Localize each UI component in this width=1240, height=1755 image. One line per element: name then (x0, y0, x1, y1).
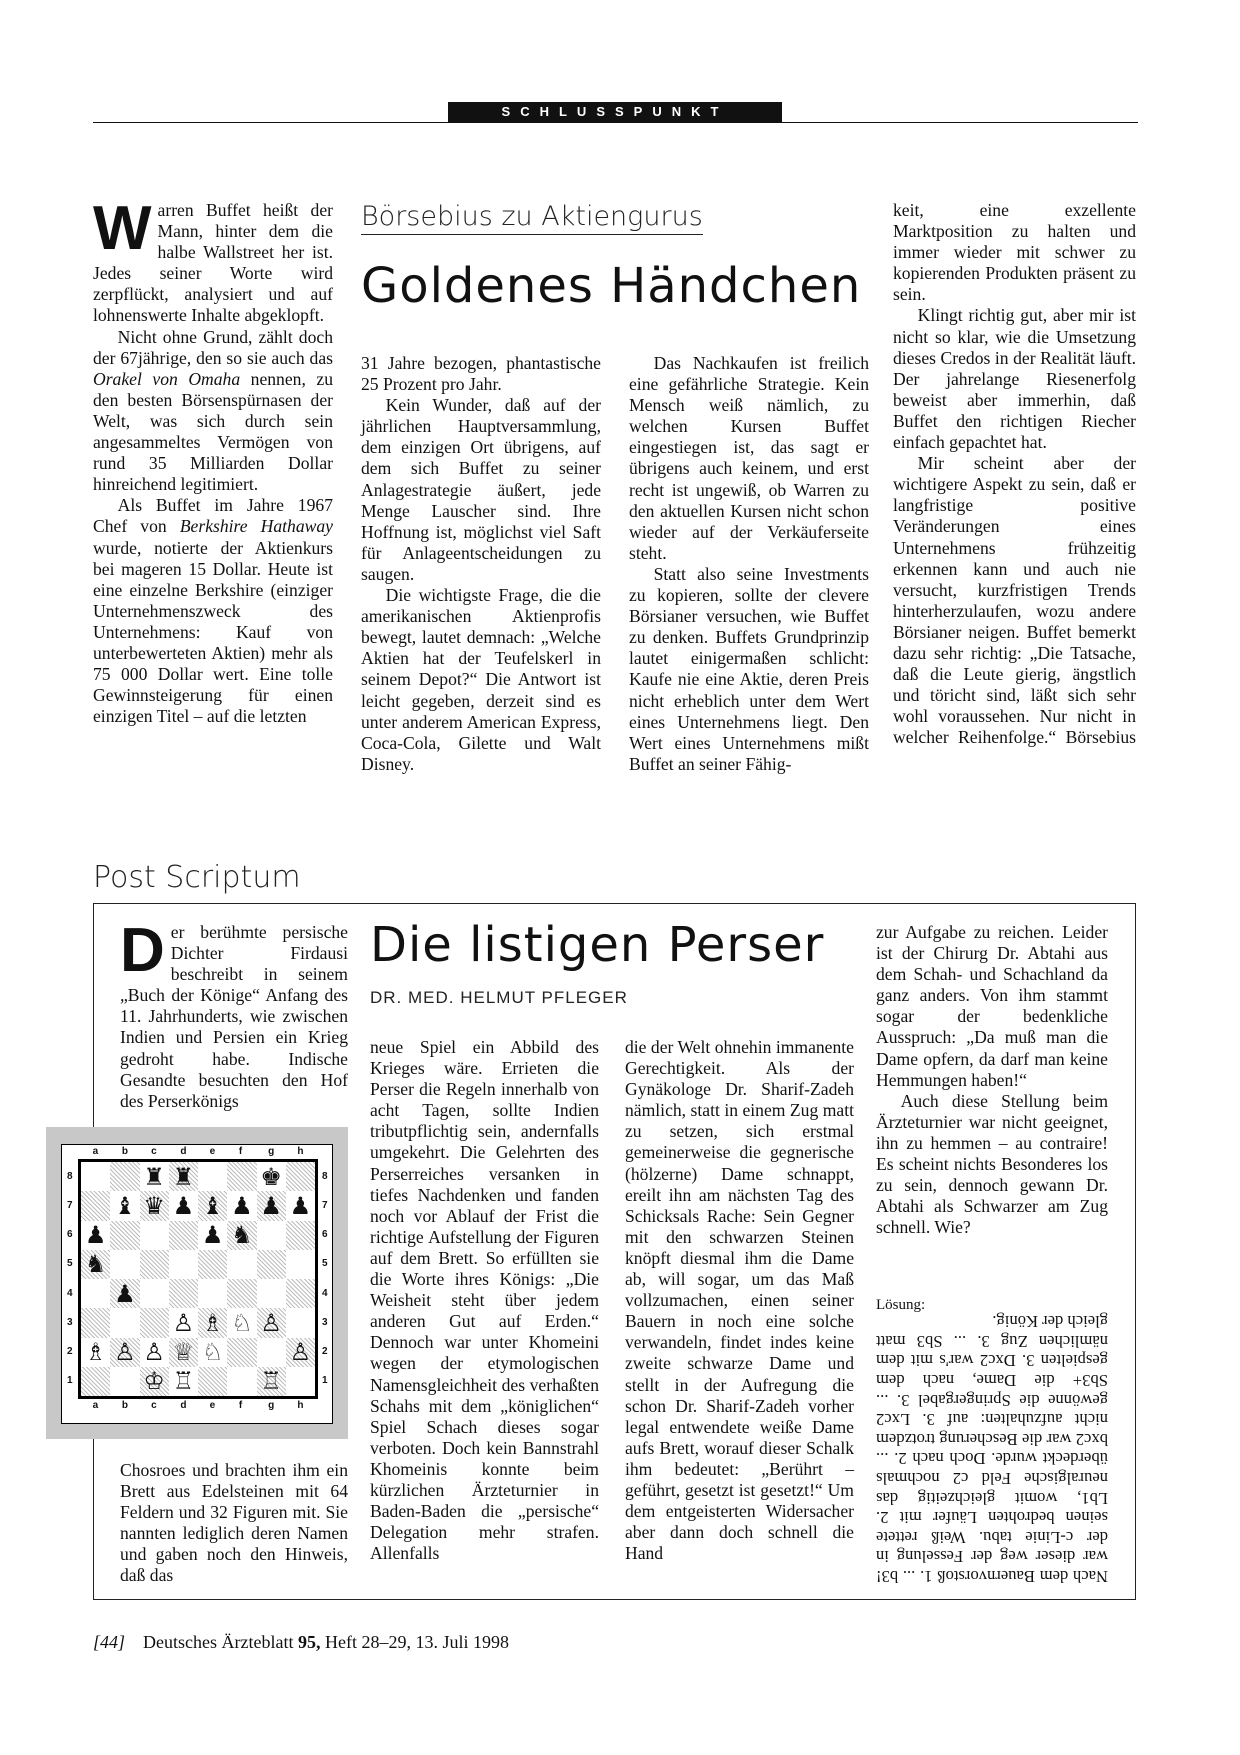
chess-piece: ♖ (172, 1367, 195, 1396)
file-label: g (268, 1400, 275, 1411)
square-e6 (198, 1221, 227, 1250)
square-d6 (169, 1221, 198, 1250)
square-d1 (169, 1367, 198, 1396)
paragraph: Statt also seine Investments zu kopieren, sollte der clevere Börsianer versuchen, wie Buffet zu denken. Buffets Grundprinzip lautet einigermaßen schlicht: Kaufe nie eine Aktie, deren Preis nicht erheblich unter dem Wert eines Unternehmens liegt. Den Wert eines Unternehmens mißt Buffet an seiner Fähig- (629, 563, 869, 774)
square-e2 (198, 1338, 227, 1367)
file-label: b (121, 1146, 128, 1157)
paragraph: neue Spiel ein Abbild des Krieges wäre. Errieten die Perser die Regeln innerhalb von acht Tagen, sollte Indien tributpflichtig sein, andernfalls umgekehrt. Die Gelehrten des Perserreiches versanken in tiefes Nachdenken und fanden noch vor Ablauf der Frist die richtige Aufstellung der Figuren auf dem Brett. So erfüllten sie die Worte ihres Königs: „Die Weisheit steht über jedem anderen Gut auf Erden.“ Dennoch war unter Khomeini wegen der etymologischen Namensgleichheit des verhaßten Schahs mit dem „königlichen“ Spiel Schach dieses sogar verboten. Doch kein Bannstrahl Khomeinis konnte beim kürzlichen Ärzteturnier in Baden-Baden die „persische“ Delegation mehr strafen. Allenfalls (370, 1037, 599, 1564)
square-e3 (198, 1308, 227, 1337)
square-c6 (140, 1221, 169, 1250)
chess-piece: ♙ (260, 1308, 282, 1337)
square-f6 (227, 1221, 256, 1250)
chess-piece: ♝ (114, 1191, 136, 1220)
chess-piece: ♙ (143, 1338, 165, 1367)
chess-piece: ♘ (201, 1338, 224, 1367)
chess-piece: ♘ (231, 1308, 253, 1337)
chess-piece: ♕ (172, 1338, 195, 1367)
paragraph: Das Nachkaufen ist freilich eine gefährliche Strategie. Kein Mensch weiß nämlich, zu welchen Kursen Buffet eingestiegen ist, das sagt er übrigens auch keinem, und erst recht ist ungewiß, ob Warren zu den aktuellen Kursen nicht schon wieder auf der Verkäuferseite steht. (629, 353, 869, 563)
rank-label: 4 (67, 1287, 73, 1299)
paragraph: er berühmte persische Dichter Firdausi beschreibt in seinem „Buch der Könige“ Anfang des 11. Jahrhunderts, wie zwischen Indien und Persien ein Krieg gedroht habe. Indische Gesandte besuchten den Hof des Perserkönigs (120, 922, 348, 1111)
rank-label: 8 (67, 1170, 73, 1182)
paragraph: wurde, notierte der Aktienkurs bei mageren 15 Dollar. Heute ist eine einzelne Berkshire (einziger Unternehmenszweck des Unternehmens: Kauf von unterbewerteten Aktien) mehr als 75 000 Dollar wert. Eine tolle Gewinnsteigerung für einen einzigen Titel – auf die letzten (93, 537, 333, 727)
square-a1 (81, 1367, 110, 1396)
paragraph: keit, eine exzellente Marktposition zu halten und immer wieder mit schwer zu kopierenden Produkten präsent zu sein. (893, 200, 1136, 305)
file-label: e (209, 1146, 216, 1157)
file-label: h (297, 1400, 304, 1411)
article2-column-4 (876, 922, 1108, 1238)
solution-text: Nach dem Bauernvorstoß 1. ... b3! war dieser weg der Fesselung in der c-Linie tabu. Weiß rettete seinen bedrohten Läufer mit 2. Lb1, womit gleichzeitig das neuralgische Feld c2 nochmals überdeckt wurde. Doch nach 2. ... bxc2 war die Bescherung trotzdem nicht aufzuhalten: auf 3. Lxc2 gewönne die Springergabel 3. ... Sb3+ die Dame, nach dem gespielten 3. Dxc2 war's mit dem nämlichen Zug 3. ... Sb3 matt gleich der König. (876, 1312, 1108, 1586)
author-signature: Börsebius (1065, 727, 1136, 748)
paragraph: Die wichtigste Frage, die die amerikanischen Aktienprofis bewegt, lautet demnach: „Welche Aktien hat der Teufelskerl in seinem Depot?“ Die Antwort ist leicht gegeben, derzeit sind es unter anderem American Express, Coca-Cola, Gilette und Walt Disney. (361, 585, 601, 774)
square-g2 (257, 1338, 286, 1367)
article1-kicker: Börsebius zu Aktiengurus (361, 201, 703, 235)
square-b1 (110, 1367, 139, 1396)
square-c5 (140, 1250, 169, 1279)
square-g4 (257, 1279, 286, 1308)
file-label: d (180, 1400, 187, 1411)
rank-label: 7 (322, 1199, 328, 1211)
chess-piece: ♞ (231, 1221, 253, 1250)
author-byline: DR. MED. HELMUT PFLEGER (370, 988, 628, 1007)
rank-label: 6 (67, 1229, 73, 1241)
rank-label: 4 (322, 1287, 328, 1299)
square-h2 (286, 1338, 315, 1367)
chessboard-frame (61, 1144, 333, 1424)
file-label: c (151, 1146, 157, 1157)
rank-label: 2 (322, 1346, 328, 1358)
file-label: f (238, 1400, 243, 1411)
header-rule (93, 122, 1138, 123)
chess-piece: ♝ (201, 1191, 224, 1220)
volume-number: 95, (297, 1632, 321, 1652)
square-c8 (140, 1162, 169, 1191)
article2-column-1-continued (120, 1460, 348, 1587)
square-e5 (198, 1250, 227, 1279)
paragraph: arren Buffet heißt der Mann, hinter dem die halbe Wallstreet her ist. Jedes seiner Worte wird zerpflückt, analysiert und auf lohnenswerte Inhalte abgeklopft. (93, 200, 333, 326)
square-h4 (286, 1279, 315, 1308)
rank-label: 6 (322, 1229, 328, 1241)
dropcap: D (120, 916, 165, 985)
chess-piece: ♟ (84, 1221, 107, 1250)
square-g6 (257, 1221, 286, 1250)
square-h3 (286, 1308, 315, 1337)
square-a4 (81, 1279, 110, 1308)
file-label: e (209, 1400, 216, 1411)
file-label: g (268, 1146, 275, 1157)
solution-upside-down (876, 1312, 1108, 1586)
chessboard (78, 1159, 318, 1399)
chess-piece: ♔ (143, 1367, 165, 1396)
square-b7 (110, 1191, 139, 1220)
square-h5 (286, 1250, 315, 1279)
chess-piece: ♚ (260, 1162, 282, 1191)
article1-column-4 (893, 200, 1136, 748)
square-c7 (140, 1191, 169, 1220)
article1-column-3 (629, 353, 869, 775)
file-label: c (151, 1400, 157, 1411)
section-label: SCHLUSSPUNKT (448, 102, 782, 122)
article2-headline: Die listigen Perser (370, 917, 825, 973)
rank-label: 7 (67, 1199, 73, 1211)
square-f7 (227, 1191, 256, 1220)
chess-piece: ♙ (172, 1308, 195, 1337)
paragraph: Auch diese Stellung beim Ärzteturnier war nicht geeignet, ihn zu hemmen – au contraire! Es scheint nichts Besonderes los zu sein, dennoch gewann Dr. Abtahi als Schwarzer am Zug schnell. Wie? (876, 1090, 1108, 1238)
rank-label: 1 (322, 1375, 328, 1387)
square-d7 (169, 1191, 198, 1220)
square-d4 (169, 1279, 198, 1308)
journal-name: Deutsches Ärzteblatt (143, 1632, 294, 1652)
page-number: [44] (93, 1632, 126, 1652)
chess-piece: ♜ (172, 1162, 195, 1191)
square-g8 (257, 1162, 286, 1191)
square-a3 (81, 1308, 110, 1337)
square-a2 (81, 1338, 110, 1367)
square-a5 (81, 1250, 110, 1279)
chess-piece: ♞ (84, 1250, 107, 1279)
square-e4 (198, 1279, 227, 1308)
paragraph: Klingt richtig gut, aber mir ist nicht so klar, wie die Umsetzung dieses Credos in der Realität läuft. Der jahrelange Riesenerfolg beweist aber immerhin, daß Buffet den richtigen Riecher einfach gepachtet hat. (893, 305, 1136, 453)
square-d5 (169, 1250, 198, 1279)
square-g5 (257, 1250, 286, 1279)
file-label: h (297, 1146, 304, 1157)
square-b6 (110, 1221, 139, 1250)
square-f3 (227, 1308, 256, 1337)
article2-kicker: Post Scriptum (93, 860, 301, 895)
square-h8 (286, 1162, 315, 1191)
square-e8 (198, 1162, 227, 1191)
article1-column-2 (361, 353, 601, 775)
square-e1 (198, 1367, 227, 1396)
dropcap: W (93, 194, 152, 263)
article2-column-3 (625, 1037, 854, 1564)
rank-label: 5 (322, 1258, 328, 1270)
chess-piece: ♟ (201, 1221, 224, 1250)
paragraph: zur Aufgabe zu reichen. Leider ist der Chirurg Dr. Abtahi aus dem Schah- und Schachland da ganz anders. Von ihm stammt sogar der bedenkliche Ausspruch: „Da muß man die Dame opfern, da darf man keine Hemmungen haben!“ (876, 922, 1108, 1090)
chess-piece: ♟ (231, 1191, 253, 1220)
issue-info: Heft 28–29, 13. Juli 1998 (324, 1632, 509, 1652)
chess-piece: ♟ (289, 1191, 312, 1220)
rank-label: 5 (67, 1258, 73, 1270)
article2-column-2 (370, 1037, 599, 1564)
paragraph: 31 Jahre bezogen, phantastische 25 Prozent pro Jahr. (361, 353, 601, 395)
rank-label: 1 (67, 1375, 73, 1387)
rank-label: 2 (67, 1346, 73, 1358)
square-b3 (110, 1308, 139, 1337)
square-f1 (227, 1367, 256, 1396)
square-d2 (169, 1338, 198, 1367)
square-g7 (257, 1191, 286, 1220)
chess-piece: ♙ (114, 1338, 136, 1367)
square-f8 (227, 1162, 256, 1191)
paragraph: Mir scheint aber der wichtigere Aspekt zu sein, daß er langfristige positive Veränderungen eines Unternehmens frühzeitig erkennen kann und auch nie versucht, kurzfristigen Trends hinterherzulaufen, wozu andere Börsianer neigen. Buffet bemerkt dazu sehr richtig: „Die Tatsache, daß die Leute gierig, ängstlich und töricht sind, läßt sich sehr wohl voraussehen. Nur nicht in welcher Reihenfolge.“ (893, 453, 1136, 748)
article2-column-1 (120, 916, 348, 1112)
file-label: f (238, 1146, 243, 1157)
chess-piece: ♖ (260, 1367, 282, 1396)
square-b4 (110, 1279, 139, 1308)
square-a6 (81, 1221, 110, 1250)
square-f4 (227, 1279, 256, 1308)
chess-piece: ♙ (289, 1338, 312, 1367)
square-b2 (110, 1338, 139, 1367)
square-h7 (286, 1191, 315, 1220)
paragraph: Nicht ohne Grund, zählt doch der 67jährige, den so sie auch das (93, 326, 333, 368)
chess-piece: ♟ (260, 1191, 282, 1220)
article1-column-1 (93, 194, 333, 727)
chess-piece: ♟ (172, 1191, 195, 1220)
rank-label: 8 (322, 1170, 328, 1182)
square-c3 (140, 1308, 169, 1337)
file-label: d (180, 1146, 187, 1157)
file-label: a (92, 1146, 99, 1157)
square-g3 (257, 1308, 286, 1337)
square-b8 (110, 1162, 139, 1191)
rank-label: 3 (67, 1316, 73, 1328)
chess-piece: ♗ (201, 1308, 224, 1337)
square-c4 (140, 1279, 169, 1308)
paragraph: Chosroes und brachten ihm ein Brett aus Edelsteinen mit 64 Feldern und 32 Figuren mit. Sie nannten lediglich deren Namen und gaben noch den Hinweis, daß das (120, 1460, 348, 1586)
square-a8 (81, 1162, 110, 1191)
file-label: b (121, 1400, 128, 1411)
chess-piece: ♟ (114, 1279, 136, 1308)
italic-text: Berkshire Hathaway (179, 516, 333, 537)
solution-label: Lösung: (876, 1297, 926, 1313)
paragraph: die der Welt ohnehin immanente Gerechtigkeit. Als der Gynäkologe Dr. Sharif-Zadeh nämlich, statt in einem Zug matt zu setzen, sich erstmal gemeinerweise die gegnerische (hölzerne) Dame schnappt, ereilt ihn am nächsten Tag des Schicksals Rache: Sein Gegner mit den schwarzen Steinen knöpft diesmal ihm die Dame ab, will sogar, um das Maß vollzumachen, einen seiner Bauern in noch eine solche verwandeln, findet indes keine zweite schwarze Dame und stellt in der Aufregung die schon Dr. Sharif-Zadeh vorher legal entwendete weiße Dame aufs Brett, worauf dieser Schalk ihm bedeutet: „Berührt – geführt, gesetzt ist gesetzt!“ Um dem entgeisterten Widersacher aber dann doch schnell die Hand (625, 1037, 854, 1564)
chess-piece: ♛ (143, 1191, 165, 1220)
square-b5 (110, 1250, 139, 1279)
chess-piece: ♜ (143, 1162, 165, 1191)
italic-text: Orakel von Omaha (93, 368, 241, 389)
square-d3 (169, 1308, 198, 1337)
paragraph: Als Buffet im Jahre 1967 Chef von (93, 495, 333, 537)
square-c2 (140, 1338, 169, 1367)
file-label: a (92, 1400, 99, 1411)
chess-diagram (46, 1127, 348, 1439)
article1-headline: Goldenes Händchen (361, 258, 862, 314)
square-h1 (286, 1367, 315, 1396)
square-f2 (227, 1338, 256, 1367)
page-footer (93, 1632, 509, 1653)
square-d8 (169, 1162, 198, 1191)
square-c1 (140, 1367, 169, 1396)
rank-label: 3 (322, 1316, 328, 1328)
square-f5 (227, 1250, 256, 1279)
square-g1 (257, 1367, 286, 1396)
paragraph: nennen, zu den besten Börsenspürnasen der Welt, was sich durch sein angesammeltes Vermögen von rund 35 Milliarden Dollar hinreichend legitimiert. (93, 368, 333, 495)
chess-piece: ♗ (84, 1338, 107, 1367)
square-h6 (286, 1221, 315, 1250)
paragraph: Kein Wunder, daß auf der jährlichen Hauptversammlung, dem einzigen Ort übrigens, auf dem sich Buffet zu seiner Anlagestrategie äußert, jede Menge Lauscher sind. Ihre Hoffnung ist, möglichst viel Saft für Anlageentscheidungen zu saugen. (361, 395, 601, 584)
square-a7 (81, 1191, 110, 1220)
square-e7 (198, 1191, 227, 1220)
